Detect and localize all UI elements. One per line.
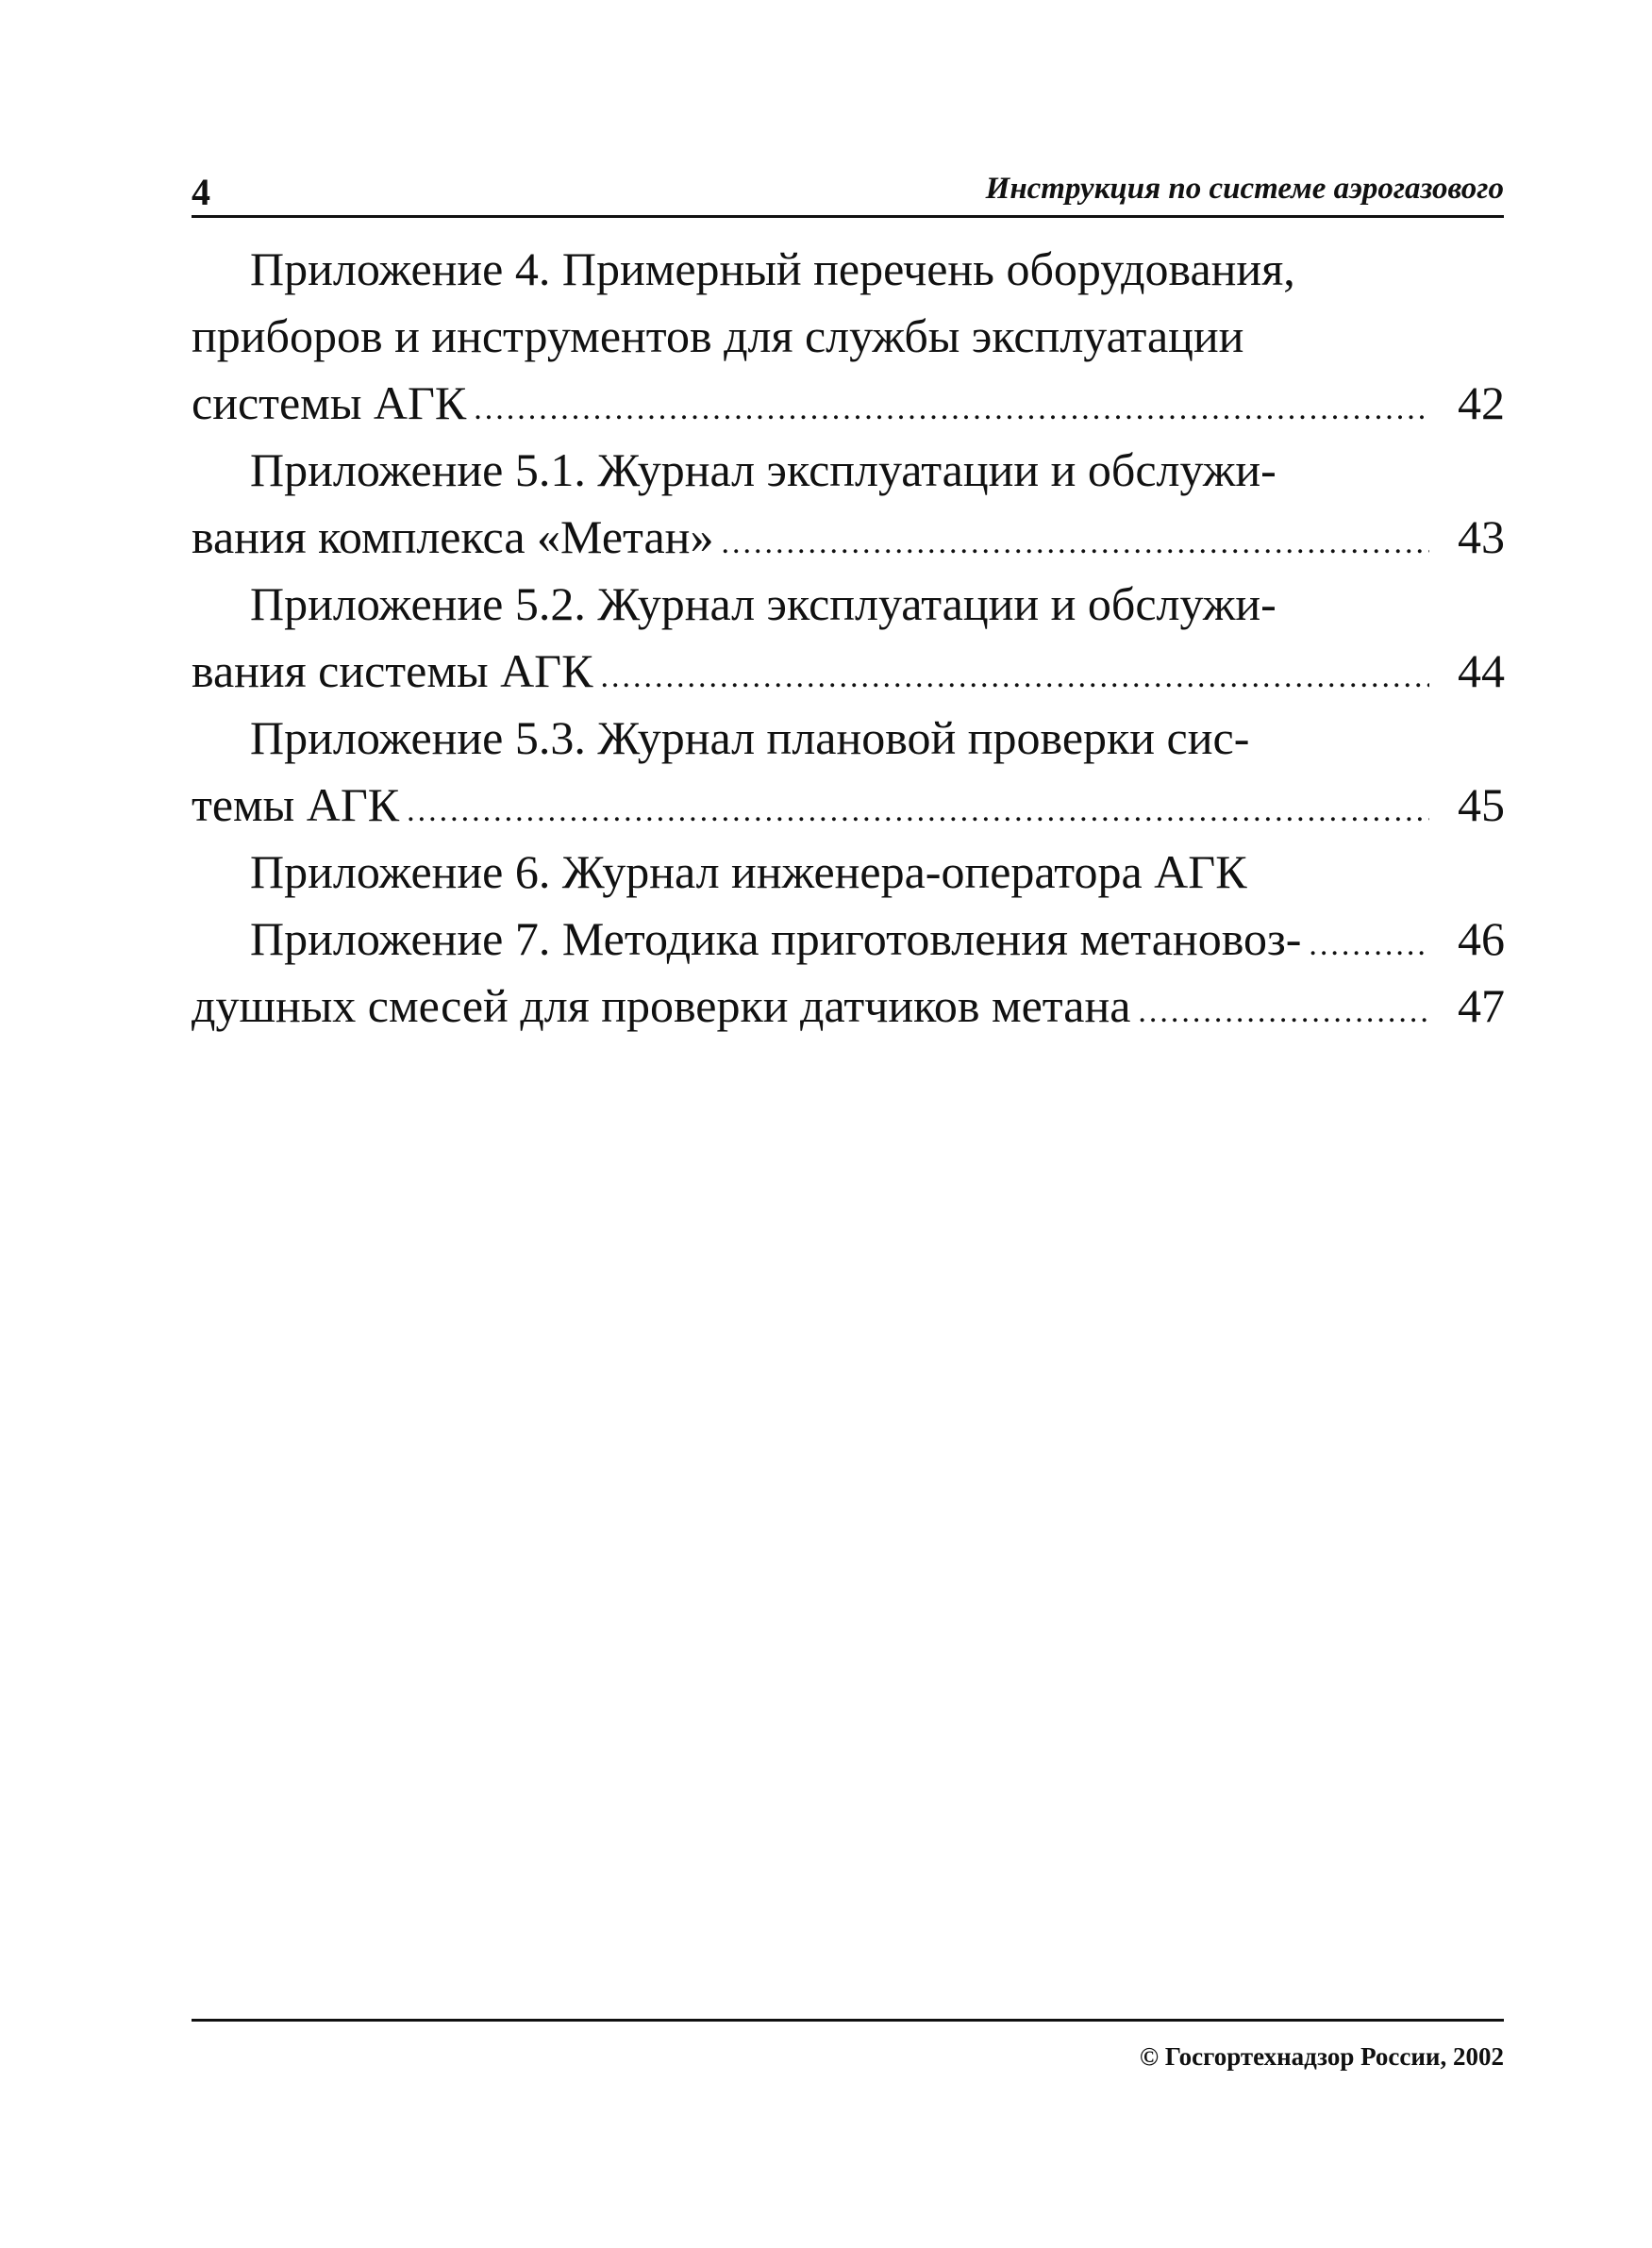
toc-line-text: вания системы АГК	[192, 644, 593, 697]
toc-line-text: системы АГК	[192, 376, 467, 429]
toc-page-number[interactable]: 46	[1458, 912, 1505, 965]
toc-line-text: Приложение 6. Журнал инженера-оператора АГК	[250, 845, 1247, 898]
page-footer	[192, 2019, 1504, 2088]
toc-line-appendix-4-cont	[192, 303, 1505, 370]
dot-leader	[600, 643, 1429, 710]
toc-entry-appendix-5-1-end[interactable]	[192, 504, 1505, 571]
toc-entry-appendix-5-3-end[interactable]	[192, 772, 1505, 839]
copyright-notice: © Госгортехнадзор России, 2002	[1139, 2042, 1504, 2071]
toc-line-text: темы АГК	[192, 778, 400, 831]
toc-page-number[interactable]: 42	[1458, 376, 1505, 429]
page-number: 4	[192, 171, 210, 213]
dot-leader	[1309, 911, 1429, 978]
toc-entry-appendix-4-end[interactable]	[192, 370, 1505, 437]
toc-entry-appendix-6[interactable]	[192, 839, 1505, 906]
dot-leader	[407, 777, 1429, 844]
toc-page-number[interactable]: 47	[1458, 979, 1505, 1032]
toc-entry-appendix-7-start[interactable]	[192, 906, 1505, 973]
toc-page-number[interactable]: 45	[1458, 778, 1505, 831]
toc-line-text: Приложение 5.1. Журнал эксплуатации и обслужи-	[250, 443, 1277, 496]
toc-page-number[interactable]: 43	[1458, 510, 1505, 563]
toc-entry-appendix-7-end[interactable]	[192, 973, 1505, 1040]
toc-line-text: Приложение 5.2. Журнал эксплуатации и обслужи-	[250, 577, 1277, 630]
toc-line-text: приборов и инструментов для службы эксплуатации	[192, 309, 1244, 362]
toc-line-appendix-4-start	[192, 236, 1505, 303]
dot-leader	[721, 509, 1429, 576]
toc-line-text: душных смесей для проверки датчиков метана	[192, 979, 1131, 1032]
dot-leader	[474, 375, 1429, 442]
toc-line-text: Приложение 4. Примерный перечень оборудования,	[250, 242, 1295, 295]
toc-line-text: Приложение 5.3. Журнал плановой проверки сис-	[250, 711, 1250, 764]
toc-line-appendix-5-3-start	[192, 705, 1505, 772]
dot-leader	[1138, 978, 1429, 1045]
toc-line-text: вания комплекса «Метан»	[192, 510, 714, 563]
toc-line-appendix-5-2-start	[192, 571, 1505, 638]
table-of-contents	[192, 236, 1505, 1040]
toc-entry-appendix-5-2-end[interactable]	[192, 638, 1505, 705]
toc-page-number[interactable]: 44	[1458, 644, 1505, 697]
running-title: Инструкция по системе аэрогазового	[985, 172, 1504, 206]
toc-line-appendix-5-1-start	[192, 437, 1505, 504]
toc-line-text: Приложение 7. Методика приготовления метановоз-	[250, 912, 1302, 965]
page-header	[192, 166, 1504, 218]
